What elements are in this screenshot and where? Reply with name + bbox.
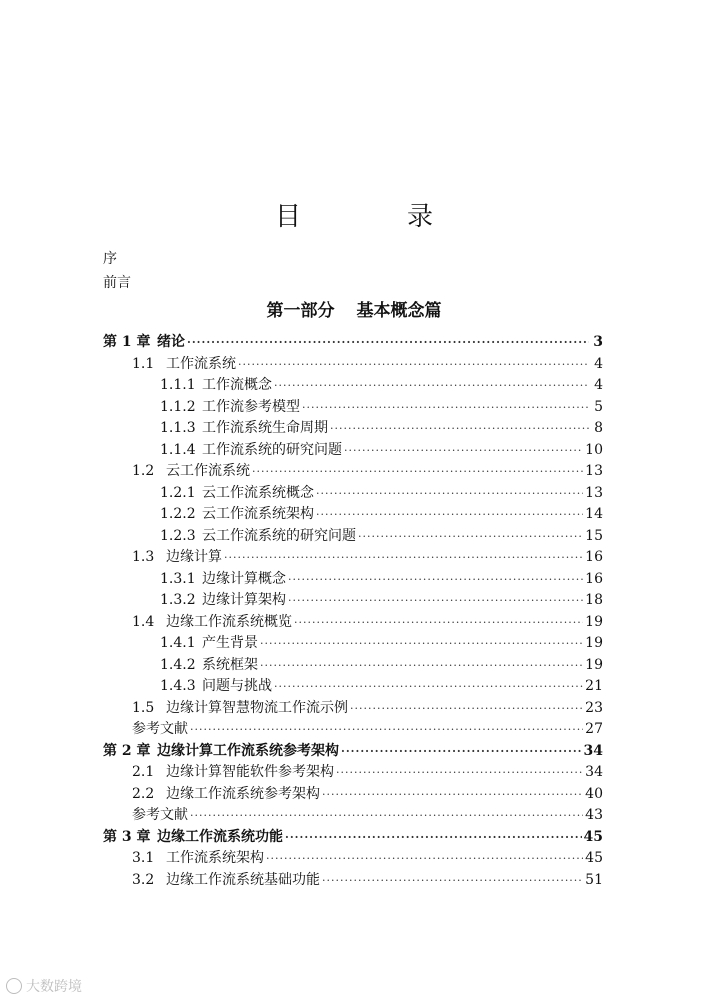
toc-entry-page: 4 [594, 355, 603, 372]
watermark [6, 976, 82, 996]
toc-entry-number: 1.1.1 [160, 377, 196, 393]
toc-leader-dots [288, 590, 583, 611]
toc-entry-number: 第 1 章 [103, 334, 151, 350]
toc-leader-dots [294, 612, 583, 633]
toc-entry-title: 绪论 [157, 334, 185, 350]
toc-entry-number: 1.4.2 [160, 656, 196, 673]
toc-entry [0, 762, 708, 783]
toc-entry-title: 边缘计算概念 [202, 570, 286, 587]
toc-entry [0, 741, 708, 762]
toc-entry-number: 3.1 [132, 850, 155, 866]
watermark-logo-icon [6, 978, 22, 994]
toc-entry-title: 产生背景 [202, 635, 258, 651]
toc-entry-page: 34 [583, 742, 603, 759]
toc-entry [0, 612, 708, 633]
toc-entry-page: 43 [585, 807, 603, 823]
toc-entry [0, 440, 708, 461]
toc-entry-title: 云工作流系统架构 [202, 506, 314, 522]
toc-entry-title: 边缘计算智慧物流工作流示例 [166, 699, 348, 716]
toc-leader-dots [322, 784, 583, 805]
toc-leader-dots [341, 741, 582, 762]
toc-entry-page: 18 [585, 592, 603, 608]
toc-leader-dots [322, 870, 583, 891]
page-title: 目 录 [274, 202, 473, 232]
toc-entry-title: 工作流系统 [166, 355, 236, 372]
toc-entry-title: 工作流系统架构 [166, 850, 264, 866]
toc-entry [0, 354, 708, 375]
toc-entry [0, 698, 708, 719]
toc-entry [0, 332, 708, 353]
toc-entry [0, 633, 708, 654]
toc-entry-title: 系统框架 [202, 656, 258, 673]
toc-entry-page: 13 [585, 463, 603, 479]
toc-entry-page: 19 [585, 635, 603, 651]
toc-entry-number: 1.4.3 [160, 678, 196, 694]
toc-leader-dots [336, 762, 583, 783]
toc-entry-number: 1.2.1 [160, 484, 196, 501]
toc-entry-page: 14 [585, 506, 603, 522]
toc-entry-title: 工作流系统的研究问题 [202, 441, 342, 458]
toc-entry-title: 边缘工作流系统基础功能 [166, 871, 320, 888]
toc-leader-dots [190, 719, 583, 740]
toc-leader-dots [190, 805, 583, 826]
toc-entry-title: 工作流系统生命周期 [202, 420, 328, 436]
toc-leader-dots [288, 569, 583, 590]
part-number: 第一部分 [266, 301, 335, 321]
toc-entry-number: 1.4.1 [160, 635, 196, 651]
front-matter-foreword: 前言 [103, 275, 131, 291]
toc-entry-page: 19 [585, 656, 603, 673]
toc-entry-page: 13 [585, 484, 603, 501]
toc-entry [0, 418, 708, 439]
toc-entry-page: 23 [585, 699, 603, 716]
toc-entry-page: 16 [585, 570, 603, 587]
toc-entry-page: 8 [594, 420, 603, 436]
toc-entry-title: 云工作流系统的研究问题 [202, 527, 356, 544]
toc-leader-dots [302, 397, 589, 418]
toc-leader-dots [358, 526, 583, 547]
toc-entry [0, 676, 708, 697]
toc-entry-number: 2.2 [132, 785, 155, 802]
toc-entry-number: 1.3.2 [160, 592, 196, 608]
toc-entry-title: 边缘工作流系统功能 [157, 828, 283, 845]
toc-leader-dots [350, 698, 583, 719]
toc-entry-title: 参考文献 [132, 721, 188, 737]
toc-entry-title: 问题与挑战 [202, 678, 272, 694]
toc-entry-number: 1.4 [132, 613, 155, 630]
toc-entry [0, 719, 708, 740]
toc-leader-dots [330, 418, 589, 439]
toc-entry [0, 784, 708, 805]
toc-entry [0, 590, 708, 611]
toc-entry-page: 21 [585, 678, 603, 694]
toc-entry-title: 云工作流系统 [166, 463, 250, 479]
toc-entry-number: 1.1.4 [160, 441, 196, 458]
toc-entry [0, 569, 708, 590]
toc-entry-page: 45 [585, 850, 603, 866]
toc-entry-title: 参考文献 [132, 807, 188, 823]
toc-entry-page: 4 [594, 377, 603, 393]
part-heading [0, 296, 708, 321]
toc-leader-dots [285, 827, 582, 848]
front-matter-preface: 序 [103, 251, 117, 267]
toc-entry [0, 397, 708, 418]
toc-leader-dots [344, 440, 583, 461]
toc-leader-dots [238, 354, 589, 375]
toc-leader-dots [266, 848, 583, 869]
toc-entry-number: 1.1 [132, 355, 155, 372]
part-name: 基本概念篇 [356, 301, 442, 321]
toc-entry [0, 375, 708, 396]
toc-entry-title: 边缘计算智能软件参考架构 [166, 764, 334, 780]
toc-entry-number: 1.1.2 [160, 398, 196, 415]
toc-entry [0, 805, 708, 826]
toc-leader-dots [274, 375, 589, 396]
toc-entry-title: 工作流概念 [202, 377, 272, 393]
toc-entry-page: 5 [594, 398, 603, 415]
toc-entry-title: 云工作流系统概念 [202, 484, 314, 501]
toc-leader-dots [316, 483, 583, 504]
toc-entry-number: 第 3 章 [103, 828, 151, 845]
toc-entry-page: 51 [585, 871, 603, 888]
toc-entry-number: 2.1 [132, 764, 155, 780]
toc-entry-number: 3.2 [132, 871, 155, 888]
toc-leader-dots [224, 547, 583, 568]
toc-entry [0, 848, 708, 869]
toc-leader-dots [316, 504, 583, 525]
toc-leader-dots [252, 461, 583, 482]
toc-entry-page: 15 [585, 527, 603, 544]
toc-entry-title: 边缘计算工作流系统参考架构 [157, 742, 339, 759]
toc-entry [0, 547, 708, 568]
toc-entry-number: 第 2 章 [103, 742, 151, 759]
watermark-text: 大数跨境 [26, 979, 82, 995]
toc-entry-page: 19 [585, 613, 603, 630]
toc-entry-page: 40 [585, 785, 603, 802]
toc-entry-page: 16 [585, 549, 603, 565]
toc-leader-dots [260, 633, 583, 654]
toc-entry-number: 1.3.1 [160, 570, 196, 587]
toc-entry-title: 边缘工作流系统参考架构 [166, 785, 320, 802]
toc-entry [0, 526, 708, 547]
toc-entry [0, 461, 708, 482]
toc-entry-number: 1.2 [132, 463, 155, 479]
toc-entry-page: 34 [585, 764, 603, 780]
toc-entry-title: 边缘计算架构 [202, 592, 286, 608]
toc-entry [0, 483, 708, 504]
toc-leader-dots [260, 655, 583, 676]
toc-entry-page: 3 [593, 334, 603, 350]
toc-entry [0, 655, 708, 676]
toc-leader-dots [274, 676, 583, 697]
toc-entry-title: 边缘计算 [166, 549, 222, 565]
toc-entry-page: 27 [585, 721, 603, 737]
toc-leader-dots [187, 332, 589, 353]
toc-entry [0, 504, 708, 525]
toc-entry-page: 10 [585, 441, 603, 458]
toc-entry-number: 1.5 [132, 699, 155, 716]
toc-entry-number: 1.1.3 [160, 420, 196, 436]
toc-entry-number: 1.3 [132, 549, 155, 565]
toc-entry-number: 1.2.2 [160, 506, 196, 522]
toc-entry-title: 工作流参考模型 [202, 398, 300, 415]
toc-entry-number: 1.2.3 [160, 527, 196, 544]
toc-entry-page: 45 [583, 828, 603, 845]
toc-entry [0, 870, 708, 891]
toc-entry-title: 边缘工作流系统概览 [166, 613, 292, 630]
toc-entry [0, 827, 708, 848]
